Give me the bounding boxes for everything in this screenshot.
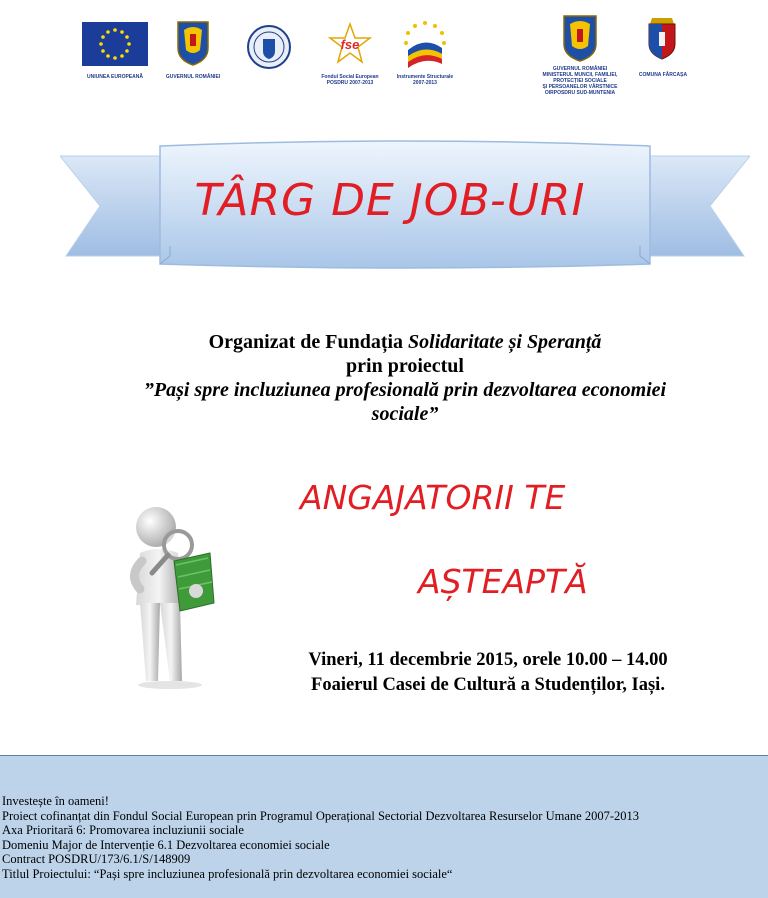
footer-line-5: Contract POSDRU/173/6.1/S/148909	[2, 852, 191, 866]
footer-line-4: Domeniu Major de Intervenție 6.1 Dezvoltarea economiei sociale	[2, 837, 330, 852]
romanian-coat-of-arms-icon	[176, 20, 210, 66]
organizer-line-2: prin proiectul	[346, 355, 464, 377]
event-venue: Foaierul Casei de Cultură a Studenților, Iași.	[311, 675, 665, 695]
project-info-footer	[0, 755, 768, 898]
project-name-line-1: ”Pași spre incluziunea profesională prin dezvoltarea economiei	[143, 379, 667, 401]
project-name-line-2: sociale”	[371, 403, 439, 425]
person-with-magnifier-illustration	[118, 505, 223, 690]
footer-line-6: Titlul Proiectului: “Pași spre incluziunea profesională prin dezvoltarea economiei sociale“	[2, 866, 453, 881]
structural-instruments-logo	[400, 18, 450, 68]
eu-logo-caption: UNIUNEA EUROPEANĂ	[87, 74, 143, 80]
organizer-line	[60, 330, 750, 354]
organizer-block	[60, 330, 750, 426]
footer-line-3: Axa Prioritară 6: Promovarea incluziunii sociale	[2, 823, 244, 837]
fse-logo	[326, 22, 374, 66]
event-date: Vineri, 11 decembrie 2015, orele 10.00 – 14.00	[308, 650, 668, 670]
footer-line-1: Investește în oameni!	[2, 794, 109, 808]
eu-flag-logo	[82, 22, 148, 66]
fse-logo-caption: Fondul Social European POSDRU 2007-2013	[321, 74, 379, 86]
commune-coat-of-arms-icon	[646, 16, 678, 60]
ministry-seal-icon	[246, 24, 292, 70]
is-logo-caption: Instrumente Structurale 2007-2013	[396, 74, 454, 86]
romanian-coat-of-arms-icon-2	[562, 14, 598, 62]
banner-title: TÂRG DE JOB-URI	[194, 174, 586, 226]
slogan-line-2: AȘTEAPTĂ	[418, 562, 588, 601]
commune-logo-caption: COMUNA FÂRCAȘA	[638, 72, 688, 78]
footer-line-2: Proiect cofinanțat din Fondul Social European prin Programul Operațional Sectorial Dezvoltarea Resurselor Umane 2007-2013	[2, 808, 639, 823]
gov-logo-caption: GUVERNUL ROMÂNIEI	[165, 74, 221, 80]
event-details	[278, 648, 698, 698]
fse-logo-text: fse	[340, 37, 360, 52]
ministry-logo-caption: GUVERNUL ROMÂNIEI MINISTERUL MUNCII, FAMILIEI, PROTECȚIEI SOCIALE ȘI PERSOANELOR VÂRSTNICE OIRPOSDRU SUD-MUNTENIA	[542, 66, 618, 96]
organizer-prefix: Organizat de Fundația	[208, 331, 409, 353]
foundation-name: Solidaritate și Speranță	[408, 331, 602, 353]
slogan-line-1: ANGAJATORII TE	[300, 478, 566, 517]
